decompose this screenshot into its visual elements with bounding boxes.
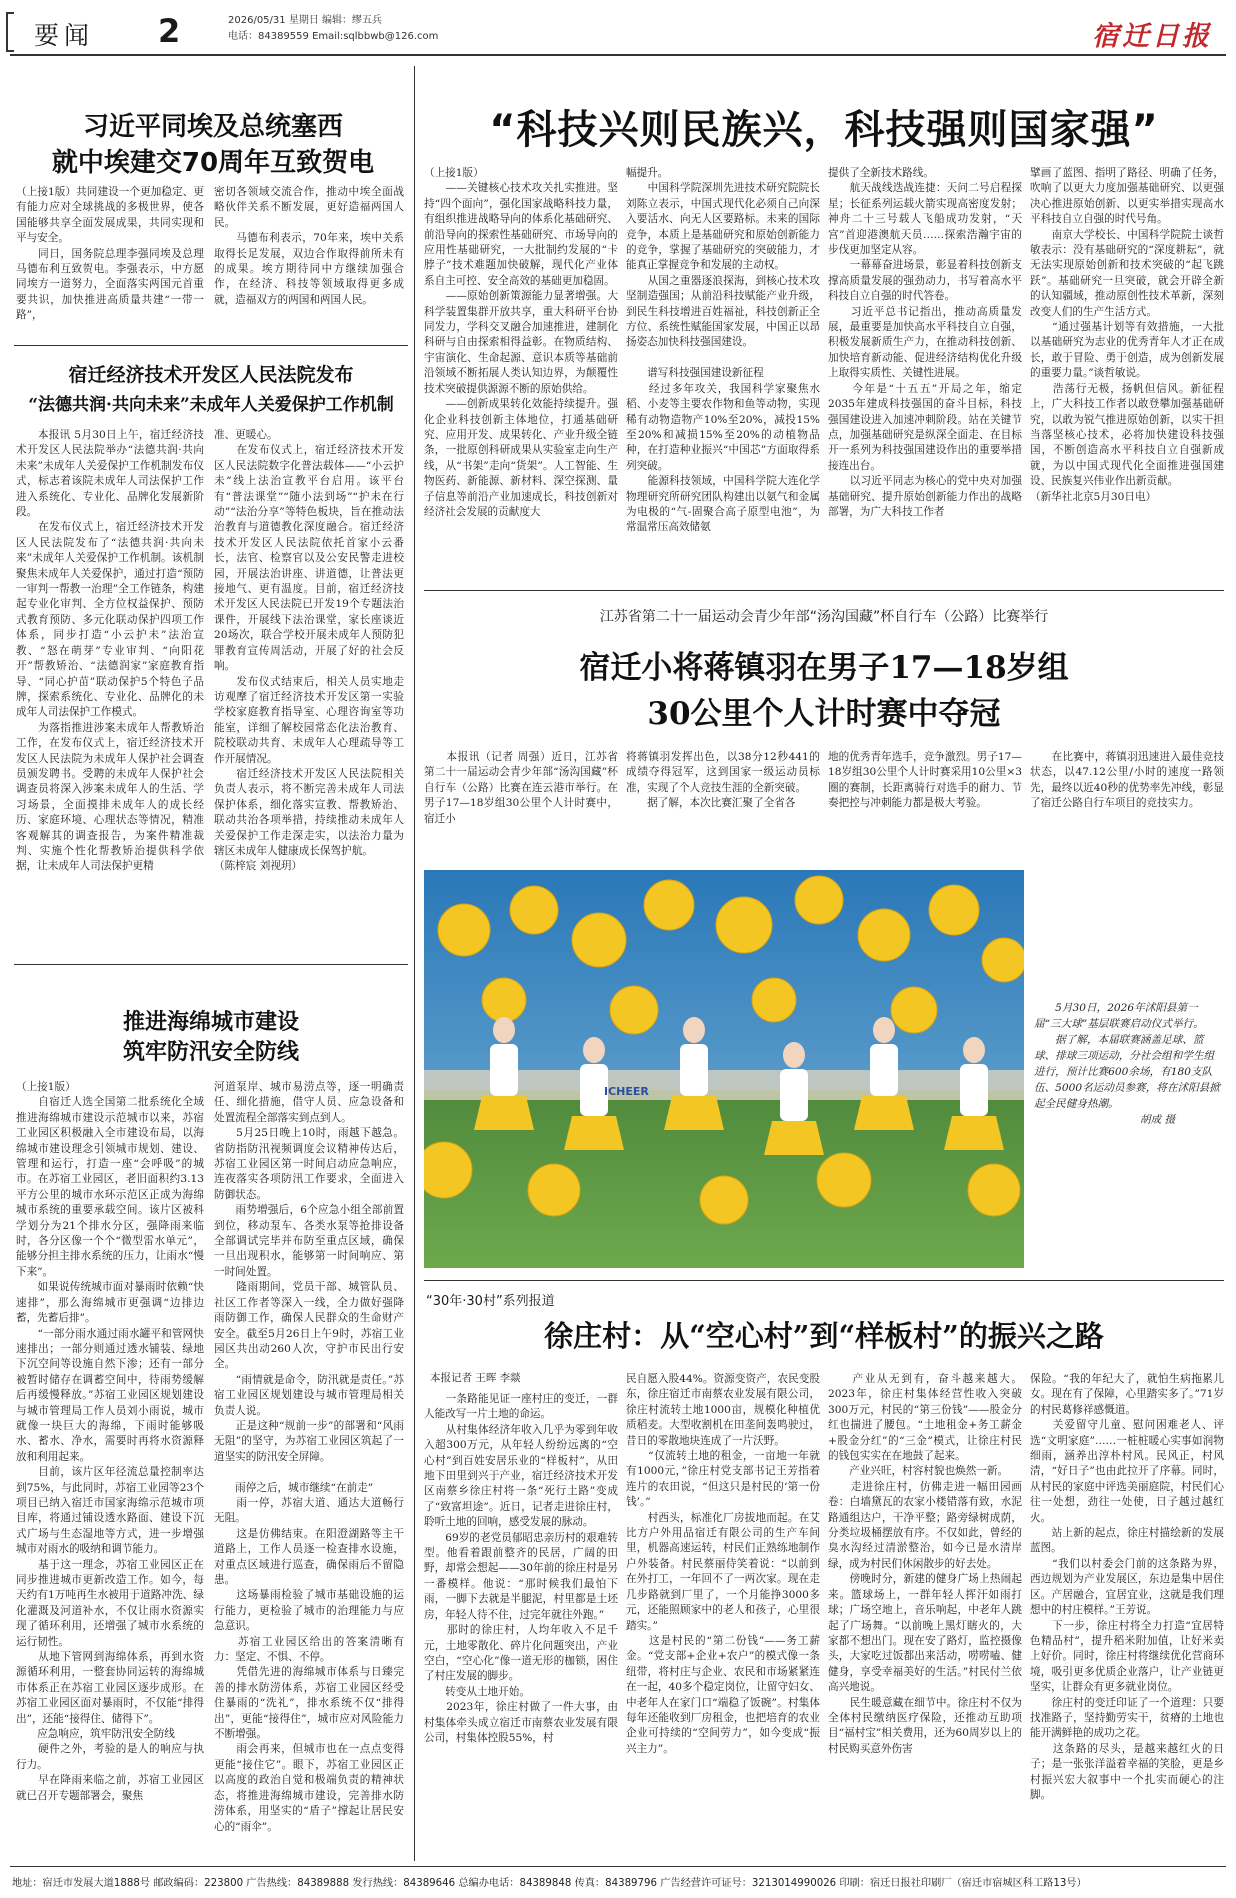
xi-article-title-line2: 就中埃建交70周年互致贺电 — [51, 148, 375, 178]
cycle-article-title-line1: 宿迁小将蒋镇羽在男子17—18岁组 — [579, 650, 1069, 686]
footer-info: 地址：宿迁市发展大道1888号 邮政编码：223800 广告热线：84389888 发行热线：84389646 总编办电话：84389848 传真：84389796 广告经营许可证号：3213014990026 印刷：宿迁日报社印刷厂（宿迁市宿城区科工路13号） — [12, 1878, 1087, 1889]
header-meta-line1: 2026/05/31 星期日 编辑：缪五兵 — [228, 15, 382, 26]
left-bracket — [6, 12, 14, 52]
tech-article-col1: （上接1版） ——关键核心技术攻关扎实推进。坚持“四个面向”，强化国家战略科技力量，有组织推进战略导向的体系化基础研究、前沿导向的探索性基础研究、市场导向的应用性基础研究，一大批制约发展的“卡脖子”技术难题加快破解，现代化产业体系自主可控、安全高效的基础更加稳固。 ——原始创新策源能力显著增强。大科学装置集群开放共享，重大科研平台协同发力，学科交叉融合加速推进，建制化科研与自由探索相得益彰。在物质结构、宇宙演化、生命起源、意识本质等基础前沿领域不断拓展人类认知边界，为颠覆性技术突破提供源源不断的原始供给。 ——创新成果转化效能持续提升。强化企业科技创新主体地位，打通基础研究、应用开发、成果转化、产业升级全链条，一批原创科研成果从实验室走向生产线，从“书架”走向“货架”。人工智能、生物医药、新能源、新材料、深空探测、量子信息等前沿产业加速成长，科技创新对经济社会发展的贡献度大 — [424, 167, 618, 518]
sponge-article-col2: 河道泵岸、城市易涝点等，逐一明确责任、细化措施，借守人员、应急设备和处置流程全部落实到点到人。 5月25日晚上10时，雨越下越急。省防指防汛视频调度会议精神传达后，苏宿工业园区第一时间启动应急响应，连夜落实各项防汛工作要求，全面进入防御状态。 雨势增强后，6个应急小组全部前置到位，移动泵车、各类水泵等抢排设备全部调试完毕并布防至重点区域，确保一旦出现积水，能够第一时间响应、第一时间处置。 隆雨期间，党员干部、城管队员、社区工作者等深入一线，全力做好强降雨防御工作，确保人民群众的生命财产安全。截至5月26日上午9时，苏宿工业园区共出动260人次，守护市民出行安全。 “雨情就是命令，防汛就是责任。”苏宿工业园区规划建设与城市管理局相关负责人说。 正是这种“规前一步”的部署和“风雨无阻”的坚守，为苏宿工业园区筑起了一道坚实的防汛安全屏障。 雨停之后，城市继续“在前走” 雨一停，苏宿大道、通达大道畅行无阻。 这是仿佛结束。在阳澄湖路等主干道路上，工作人员逐一检查排水设施，对重点区域进行巡查，确保雨后不留隐患。 这场暴雨检验了城市基础设施的运行能力，更检验了城市的治理能力与应急意识。 苏宿工业园区给出的答案清晰有力：坚定、不惧、不停。 凭借先进的海绵城市体系与日臻完善的排水防涝体系，苏宿工业园区经受住暴雨的“洗礼”，排水系统不仅“排得出”，更能“接得住”，城市应对风险能力不断增强。 雨会再来，但城市也在一点点变得更能“接住它”。眼下，苏宿工业园区正以高度的政治自觉和极端负责的精神状态，将推进海绵城市建设，完善排水防涝体系，用坚实的“盾子”撑起让居民安心的“雨伞”。 — [214, 1081, 404, 1833]
cycle-article-kicker: 江苏省第二十一届运动会青少年部“汤沟国藏”杯自行车（公路）比赛举行 — [599, 609, 1049, 625]
sponge-article-col1: （上接1版） 自宿迁人选全国第二批系统化全域推进海绵城市建设示范城市以来，苏宿工业园区积极融入全市建设布局，以海绵城市建设理念引领城市规划、建设、管理和运行，打造一座“会呼吸”的城市。在苏宿工业园区，老旧面积约3.13平方公里的城市水环示范区正成为海绵城市系统的重要承载空间。该片区被科学划分为21个排水分区，强降雨来临时，各分区像一个个“微型雷水单元”，能够分担主排水系统的压力，让雨水“慢下来”。 如果说传统城市面对暴雨时依赖“快速排”，那么海绵城市更强调“边排边蓄，先蓄后排”。 “一部分雨水通过雨水罐平和管网快速排出；一部分则通过透水铺装、绿地下沉空间等设施自然下渗；还有一部分被暂时储存在调蓄空间中，待雨势缓解后再缓慢释放。”苏宿工业园区规划建设与城市管理局工作人员刘小雨说，城市就像一块巨大的海绵，下雨时能够吸水、蓄水、净水，需要时再将水资源释放和利用起来。 目前，该片区年径流总量控制率达到75%，与此同时，苏宿工业园等23个项目已纳入宿迁市国家海绵示范城市项目库，将通过铺设透水路面、建设下沉式广场与生态湿地等方式，进一步增强城市对雨水的吸纳和调节能力。 基于这一理念，苏宿工业园区正在同步推进城市更新改造工作。如今，每天约有1万吨再生水被用于道路冲洗、绿化灌溉及河道补水，不仅让雨水资源实现了循环利用，还增强了城市水系统的运行韧性。 从地下管网到海绵体系，再到水资源循环利用，一整套协同运转的海绵城市体系正在苏宿工业园区逐步成形。在苏宿工业园区面对暴雨时，不仅能“排得出”，还能“接得住、储得下”。 应急响应，筑牢防汛安全防线 硬件之外，考验的是人的响应与执行力。 早在降雨来临之前，苏宿工业园区就已召开专题部署会，聚焦 — [16, 1081, 204, 1802]
village-article-col3: 产业从无到有，奋斗越来越大。2023年，徐庄村集体经营性收入突破300万元，村民的“第三份钱”——股金分红也揣进了腰包。“土地租金+务工薪金+股金分红”的“三金”模式，让徐庄村民的钱包实实在在地鼓了起来。 产业兴旺，村容村貌也焕然一新。 走进徐庄村，仿佛走进一幅田园画卷：白墙黛瓦的农家小楼错落有致，水泥路通组达户，干净平整；路旁绿树成荫，分类垃圾桶摆放有序。不仅如此，曾经的臭水沟经过清淤整治，如今已是水清岸绿，成为村民们休闲散步的好去处。 傍晚时分，新建的健身广场上热闹起来。篮球场上，一群年轻人挥汗如雨打球；广场空地上，音乐响起，中老年人跳起了广场舞。“以前晚上黑灯瞎火的，大家都不想出门。现在安了路灯，监控摄像头，大家吃过饭都出来活动，唠唠嗑、健健身，享受幸福美好的生活。”村民付兰依高兴地说。 民生暖意藏在细节中。徐庄村不仅为全体村民缴纳医疗保险，还推动互助项目“福村宝”相关费用，还为60周岁以上的村民购买意外伤害 — [828, 1373, 1022, 1755]
tech-article-col3: 提供了全新技术路线。 航天战线迭战连捷：天问二号启程探星；长征系列运载火箭实现高密度发射；神舟二十三号载人飞船成功发射，“天宫”首迎港澳航天员……探索浩瀚宇宙的步伐更加坚定从容。 一幕幕奋进场景，彰显着科技创新支撑高质量发展的强劲动力，书写着高水平科技自立自强的时代答卷。 习近平总书记指出，推动高质量发展，最重要是加快高水平科技自立自强，积极发展新质生产力，在推动科技创新、加快培育新动能、促进经济结构优化升级上取得实质性、关键性进展。 今年是“十五五”开局之年，缩定2035年建成科技强国的奋斗目标，科技强国建设进入加速冲刺阶段。站在关键节点，加强基础研究是纵深全面走、在目标开一系列为科技强国建设作出的重要举措接连出台。 以习近平同志为核心的党中央对加强基础研究、提升原始创新能力作出的战略部署，为广大科技工作者 — [828, 167, 1022, 518]
sponge-article-title-line2: 筑牢防汛安全防线 — [122, 1040, 299, 1065]
tech-article-col4: 擘画了蓝图、指明了路径、明确了任务，吹响了以更大力度加强基础研究、以更强决心推进原始创新、以更实举措实现高水平科技自立自强的时代号角。 南京大学校长、中国科学院院士谈哲敏表示：没有基础研究的“深度耕耘”，就无法实现原始创新和技术突破的“起飞跳跃”。基础研究一旦突破，就会开辟全新的认知疆域，推动原创性技术革新，深刻改变人们的生产生活方式。 “通过强基计划等有效措施，一大批以基础研究为志业的优秀青年人才正在成长，敢于冒险、勇于创造，成为创新发展的重要力量。”谈哲敏说。 浩荡行无极，扬帆但信风。新征程上，广大科技工作者以敢登攀加强基础研究，以敢为锐气推进原始创新，以实干担当落坚核心技术，必将加快建设科技强国，不断创造高水平科技自立自强新成就，为以中国式现代化全面推进强国建设、民族复兴伟业作出新贡献。 （新华社北京5月30日电） — [1030, 167, 1224, 503]
photo-caption: 5月30日，2026年沭阳县第一届“三大球”基层联赛启动仪式举行。 据了解，本届联赛涵盖足球、篮球、排球三项运动，分社会组和学生组进行，预计比赛600余场，有180支队伍、5000名运动员参赛，将在沭阳县掀起全民健身热潮。 胡成 摄 — [1034, 1002, 1220, 1126]
page-number: 2 — [158, 12, 181, 50]
sponge-article-title-line1: 推进海绵城市建设 — [122, 1010, 299, 1035]
footer-rule — [10, 1866, 1226, 1867]
divider — [14, 964, 408, 965]
newspaper-logo: 宿迁日报 — [1092, 21, 1212, 52]
village-article-title: 徐庄村：从“空心村”到“样板村”的振兴之路 — [544, 1319, 1104, 1353]
cheerleader-photo-drawing — [424, 870, 1024, 1268]
cycle-article-col2: 将蒋镇羽发挥出色，以38分12秒441的成绩夺得冠军，这到国家一级运动员标准，实现了个人竞技生涯的全新突破。 据了解，本次比赛汇聚了全省各 — [626, 751, 820, 810]
cycle-article-col4: 在比赛中，蒋镇羽迅速进入最佳竞技状态，以47.12公里/小时的速度一路领先，最终以近40秒的优势率先冲线，彰显了宿迁公路自行车项目的竞技实力。 — [1030, 751, 1224, 810]
village-article-kicker: “30年·30村”系列报道 — [426, 1294, 555, 1309]
xi-article-col1: （上接1版）共同建设一个更加稳定、更有能力应对全球挑战的多极世界，使各国能够共享全面发展成果，共同实现和平与安全。 同日，国务院总理李强同埃及总理马德布利互致贺电。李强表示，中方愿同埃方一道努力，全面落实两国元首重要共识，加快推进高质量共建“一带一路”， — [16, 186, 204, 322]
divider — [424, 1280, 1224, 1281]
column-divider — [414, 66, 415, 1861]
cheerleader-photo — [424, 870, 1024, 1268]
cycle-article-title-line2: 30公里个人计时赛中夺冠 — [647, 696, 1001, 732]
section-name: 要闻 — [34, 21, 95, 50]
village-article-col1: 一条路能见证一座村庄的变迁，一群人能改写一片土地的命运。 从村集体经济年收入几乎为零到年收入超300万元，从年轻人纷纷远离的“空心村”到百姓安居乐业的“样板村”，从田地下田里到兴于产业，宿迁经济技术开发区南蔡乡徐庄村将一条“死行土路”变成了“致富坦途”。近日，记者走进徐庄村，聆听土地的回响，感受发展的脉动。 69岁的老党员郁昭忠亲历村的艰难转型。他看着跟前整齐的民居，广阔的田野，却常会想起——30年前的徐庄村是另一番模样。他说：“那时候我们最怕下雨，一脚下去就是半腿泥，村里都是土坯房，年轻人待不住，过完年就往外跑。” 那时的徐庄村，人均年收入不足千元，土地零散化、碎片化问题突出，产业空白，“空心化”像一道无形的枷锁，困住了村庄发展的脚步。 转变从土地开始。 2023年，徐庄村做了一件大事，由村集体牵头成立宿迁市南蔡农业发展有限公司，村集体控股55%，村 — [424, 1393, 618, 1744]
header-rule — [10, 54, 1226, 56]
masthead — [0, 0, 1236, 58]
tech-article-title: “科技兴则民族兴，科技强则国家强” — [489, 107, 1159, 153]
tech-article-col2: 幅提升。 中国科学院深圳先进技术研究院院长刘陈立表示，中国式现代化必须自己向深入要活水、向无人区要路标。未来的国际竞争，本质上是基础研究和原始创新能力的竞争，掌握了基础研究的突破能力，才能真正掌握竞争和发展的主动权。 从国之重器逐浪探海，到核心技术攻坚制造强国；从前沿科技赋能产业升级，到民生科技增进百姓福祉，科技创新正全方位、系统性赋能国家发展，中国正以昂扬姿态加快科技强国建设。 谱写科技强国建设新征程 经过多年攻关，我国科学家聚焦水稻、小麦等主要农作物和鱼等动物，实现稀有动物造物产10%至20%，减投15%至20%和减损15%至20%的动植物品种，在打造种业振兴“中国芯”方面取得系列突破。 能源科技领域，中国科学院大连化学物理研究所研究团队构建出以氨气和金属为电极的“气-固聚合高子原型电池”，为常温常压高效储氨 — [626, 167, 820, 534]
xi-article-title-line1: 习近平同埃及总统塞西 — [82, 112, 343, 142]
jersey-label: ICHEER — [604, 1085, 649, 1098]
village-article-col4: 保险。“我的年纪大了，就怕生病拖累儿女。现在有了保障，心里踏实多了。”71岁的村民葛修祥感慨道。 关爱留守儿童、慰问困难老人、评选“文明家庭”……一桩桩暖心实事如润物细雨，涵养出淳朴村风。民风正，村风清，“好日子”也由此拉开了序幕。同时，从村民的家庭中评选美丽庭院，村民们心往一处想，劲往一处使，日子越过越红火。 站上新的起点，徐庄村描绘新的发展蓝图。 “我们以村委会门前的这条路为界，西边规划为产业发展区，东边是集中居住区。产居融合，宜居宜业，这就是我们理想中的村庄模样。”王芳说。 下一步，徐庄村将全力打造“宜居特色精品村”，提升稻米附加值，让好米卖上好价。同时，徐庄村将继续优化营商环境，吸引更多优质企业落户，让产业链更坚实，让群众有更多就业岗位。 徐庄村的变迁印证了一个道理：只要找准路子，坚持勤劳实干，贫瘠的土地也能开满鲜艳的成功之花。 这条路的尽头，是越来越红火的日子；是一张张洋溢着幸福的笑脸，更是乡村振兴宏大叙事中一个扎实而硬心的注脚。 — [1030, 1373, 1224, 1801]
divider — [14, 345, 408, 346]
law-article-col2: 准、更暖心。 在发布仪式上，宿迁经济技术开发区人民法院数字化普法载体——“小云护未”线上法治宣教平台启用。该平台有“普法课堂”“随小法到场”“护未在行动”“法治分享”等特色板块，旨在推动法治教育与道德教化深度融合。宿迁经济技术开发区人民法院依托首家小云番长，法官、检察官以及公安民警走进校园，开展法治讲座、讲道德，让普法更接地气、更有温度。目前，宿迁经济技术开发区人民法院已开发19个专题法治课件，开展线下法治课堂，家长座谈近20场次，联合学校开展未成年人预防犯罪教育宣传周活动，开展了好的社会反响。 发布仪式结束后，相关人员实地走访观摩了宿迁经济技术开发区第一实验学校家庭教育指导室、心理咨询室等功能室，详细了解校园常态化法治教育、院校联动共育、未成年人心理疏导等工作开展情况。 宿迁经济技术开发区人民法院相关负责人表示，将不断完善未成年人司法保护体系，细化落实宣教、帮教矫治、联动共治各项举措，持续推动未成年人关爱保护工作走深走实，以法治力量为辖区未成年人健康成长保驾护航。 （陈梓宸 刘视玥） — [214, 429, 404, 873]
header-meta-line2: 电话：84389559 Email:sqlbbwb@126.com — [228, 31, 439, 42]
law-article-col1: 本报讯 5月30日上午，宿迁经济技术开发区人民法院举办“法德共润·共向未来”未成年人关爱保护工作机制发布仪式，标志着该院未成年人司法保护工作进入系统化、专业化、品牌化发展新阶段。 在发布仪式上，宿迁经济技术开发区人民法院发布了“法德共润·共向未来”未成年人关爱保护工作机制。该机制聚焦未成年人关爱保护，通过打造“预防一审判一帮教一治理”全工作链条，构建起专业化审判、全方位权益保护、预防式教育预防、多元化联动保护四项工作体系，同步打造“小云护未”法治宣教、“怒在萌芽”专业审判、“向阳花开”帮教矫治、“法德润家”家庭教育指导、“同心护苗”联动保护5个特色子品牌，探索系统化、专业化、品牌化的未成年人司法保护工作模式。 为落指推进涉案未成年人帮教矫治工作，在发布仪式上，宿迁经济技术开发区人民法院为未成年人保护社会调查员颁发聘书。受聘的未成年人保护社会调查员将深入涉案未成年人的生活、学习场景，全面摸排未成年人的成长经历、家庭环境、心理状态等情况，精准客观解其的调查报告，为案件精准裁判、实施个性化帮教矫治提供科学依据，让未成年人司法保护更精 — [16, 429, 204, 873]
law-article-title-line2: “法德共润·共向未来”未成年人关爱保护工作机制 — [28, 395, 394, 415]
cycle-article-col3: 地的优秀青年选手，竞争激烈。男子17—18岁组30公里个人计时赛采用10公里×3圈的赛制，长距离骑行对选手的耐力、节奏把控与冲刺能力都是极大考验。 — [828, 751, 1022, 810]
village-article-byline: 本报记者 王晖 李燚 — [430, 1372, 521, 1384]
cycle-article-col1: 本报讯（记者 周强）近日，江苏省第二十一届运动会青少年部“汤沟国藏”杯自行车（公路）比赛在连云港市举行。在男子17—18岁组30公里个人计时赛中，宿迁小 — [424, 751, 618, 825]
xi-article-col2: 密切各领域交流合作，推动中埃全面战略伙伴关系不断发展，更好造福两国人民。 马德布利表示，70年来，埃中关系取得长足发展，双边合作取得前所未有的成果。埃方期待同中方继续加强合作，在经济、科技等领域取得更多成就，造福双方的两国和两国人民。 — [214, 186, 404, 306]
law-article-title-line1: 宿迁经济技术开发区人民法院发布 — [68, 364, 354, 386]
divider — [424, 590, 1224, 591]
village-article-col2: 民自愿入股44%。资源变资产，农民变股东，徐庄宿迁市南蔡农业发展有限公司，徐庄村流转土地1000亩，规模化种植优质稻麦。大型收割机在田垄间轰鸣驶过，昔日的零散地块连成了一片沃野。 “仅流转土地的租金，一亩地一年就有1000元，”徐庄村党支部书记王芳指着连片的农田说，“但这只是村民的‘第一份钱’。” 村西头，标准化厂房拔地而起。在艾比方户外用品宿迁有限公司的生产车间里，机器高速运转，村民们正熟练地制作户外装备。村民蔡丽侍笑着说：“以前到在外打工，一年回不了一两次家。现在走几步路就到厂里了，一个月能挣3000多元，还能照顾家中的老人和孩子，心里很踏实。” 这是村民的“第二份钱”——务工薪金。“党支部+企业+农户”的模式像一条纽带，将村庄与企业、农民和市场紧紧连在一起，40多个稳定岗位，让留守妇女、中老年人在家门口“端稳了饭碗”。村集体每年还能收到厂房租金，也把培育的农业企业可持续的“空间劳力”，如今变成“振兴主力”。 — [626, 1373, 820, 1755]
